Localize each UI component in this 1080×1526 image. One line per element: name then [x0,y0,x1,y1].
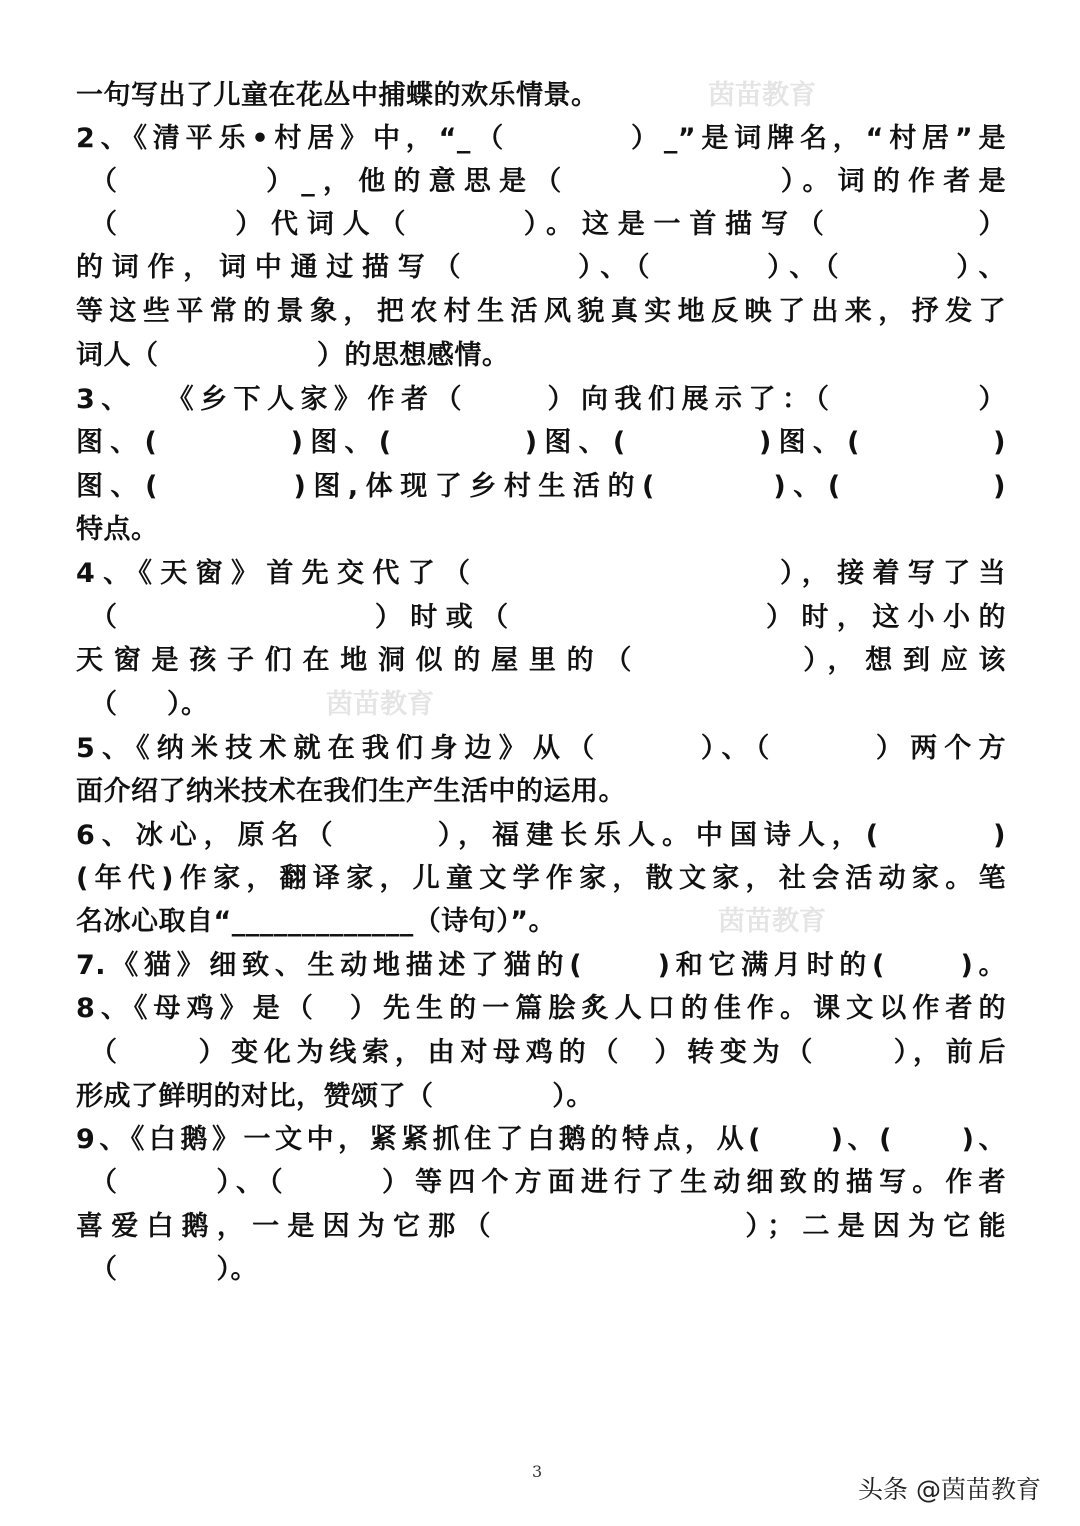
text-line: 的词作，词中通过描写（ ）、（ ）、（ ）、 [76,252,1006,283]
text-line: 天窗是孩子们在地洞似的屋里的（ ），想到应该 [76,645,1006,676]
watermark: 茵苗教育 [708,80,816,111]
text-line: （ ）_，他的意思是（ ）。词的作者是 [90,166,1006,197]
watermark: 茵苗教育 [718,906,826,937]
text-line: 面介绍了纳米技术在我们生产生活中的运用。 [76,776,626,807]
text-line: （ ）。 [90,689,209,720]
text-line: 图、( )图,体现了乡村生活的( )、( ) [76,471,1006,502]
text-line: 喜爱白鹅，一是因为它那（ ）；二是因为它能 [76,1211,1006,1242]
text-line: 词人（ ）的思想感情。 [76,340,510,371]
text-line: （ ）变化为线索，由对母鸡的（ ）转变为（ ），前后 [90,1037,1006,1068]
text-line: 图、( )图、( )图、( )图、( ) [76,427,1006,458]
text-line: 等这些平常的景象，把农村生活风貌真实地反映了出来，抒发了 [76,296,1006,327]
text-line: 特点。 [76,514,159,545]
text-line: 一句写出了儿童在花丛中捕蝶的欢乐情景。 [76,80,599,111]
question-6-line: 6、冰心，原名（ ），福建长乐人。中国诗人，( ) [76,820,1006,851]
page-number: 3 [532,1462,543,1481]
source-credit: 头条 @茵苗教育 [858,1475,1041,1504]
question-4-line: 4、《天窗》首先交代了（ ），接着写了当 [76,558,1006,589]
text-line: （ ）、（ ）等四个方面进行了生动细致的描写。作者 [90,1167,1006,1198]
question-5-line: 5、《纳米技术就在我们身边》从（ ）、（ ）两个方 [76,733,1006,764]
question-7-line: 7.《猫》细致、生动地描述了猫的( )和它满月时的( )。 [76,950,1006,981]
text-line: （ ）。 [90,1254,258,1285]
watermark: 茵苗教育 [326,689,434,720]
question-8-line: 8、《母鸡》是（ ）先生的一篇脍炙人口的佳作。课文以作者的 [76,993,1006,1024]
text-line: (年代)作家，翻译家，儿童文学作家，散文家，社会活动家。笔 [76,863,1006,894]
question-3-line: 3、 《乡下人家》作者（ ）向我们展示了：（ ） [76,384,1006,415]
text-line: （ ）代词人（ ）。这是一首描写（ ） [90,209,1006,240]
text-line: （ ）时或（ ）时，这小小的 [90,602,1006,633]
question-2-line: 2、《清平乐•村居》中，“_（ ）_”是词牌名，“村居”是 [76,123,1006,154]
text-line: 形成了鲜明的对比，赞颂了（ ）。 [76,1081,594,1112]
question-9-line: 9、《白鹅》一文中，紧紧抓住了白鹅的特点，从( )、( )、 [76,1124,1006,1155]
text-line: 名冰心取自“_____________（诗句）”。 [76,906,556,937]
